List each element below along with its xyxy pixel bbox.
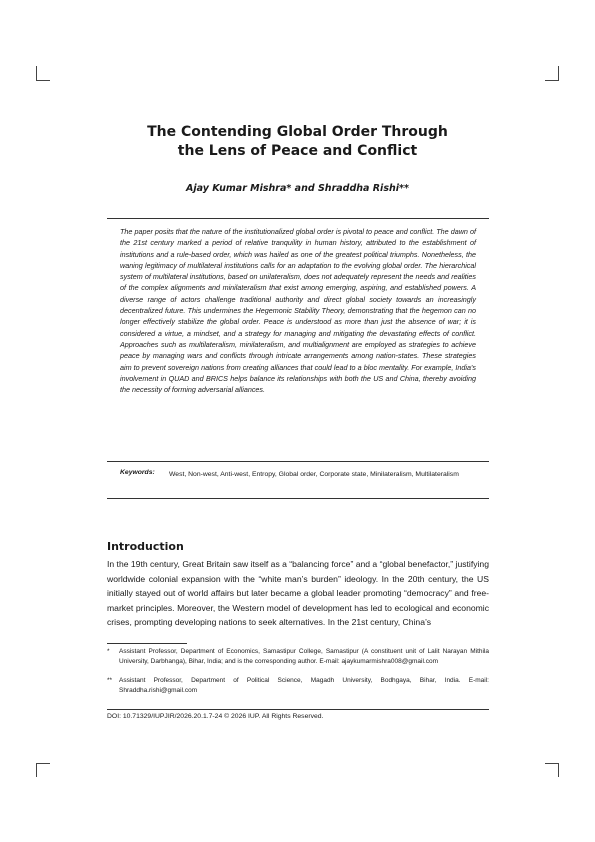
crop-mark-top-left xyxy=(36,80,50,81)
introduction-body: In the 19th century, Great Britain saw itself as a “balancing force” and a “global benefactor,” justifying worldwide colonial expansion with the “white man’s burden” ideology. In the 20th century, the US initially stayed out of world affairs but later became a global leader promoting “democracy” and free-market principles. Moreover, the Western model of development has led to ecological and economic crises, prompting developing nations to seek alternatives. In the 21st century, China’s xyxy=(107,559,489,627)
crop-mark-top-right xyxy=(558,66,559,80)
crop-mark-top-right xyxy=(545,80,559,81)
doi-copyright-line: DOI: 10.71329/IUPJIR/2026.20.1.7-24 © 2026 IUP. All Rights Reserved. xyxy=(107,713,324,720)
crop-mark-bottom-left xyxy=(36,763,50,764)
crop-mark-bottom-right xyxy=(558,763,559,777)
keywords-bottom-rule xyxy=(107,498,489,499)
footnote-author-2 xyxy=(107,676,489,695)
paper-title-line: The Contending Global Order Through xyxy=(147,124,448,140)
author-line: Ajay Kumar Mishra* and Shraddha Rishi** xyxy=(186,183,409,194)
abstract-bottom-rule xyxy=(107,461,489,462)
footnote-text: Assistant Professor, Department of Political Science, Magadh University, Bodhgaya, Bihar, India. E-mail: Shraddha.rishi@gmail.com xyxy=(119,677,489,694)
abstract-text: The paper posits that the nature of the institutionalized global order is pivotal to peace and conflict. The dawn of the 21st century marked a period of relative tranquility in human history, attributed to the establishment of institutions and a rule-based order, which was hailed as one of the greatest political triumphs. Nonetheless, the waning legitimacy of multilateral institutions calls for an adaptation to the evolving global order. The hierarchical system of multilateral institutions, based on unilateralism, does not adequately represent the needs and realities of the complex alignments and minilateralism that exist among emerging, aspiring, and established powers. A diverse range of actors challenge traditional authority and direct global society towards an increasingly decentralized future. This undermines the Hegemonic Stability Theory, demonstrating that the hegemon can no longer effectively stabilize the global order. Peace is understood as more than just the absence of war; it is considered a virtue, a mindset, and a strategy for managing and mitigating the devastating effects of conflict. Approaches such as multilateralism, minilateralism, and multialignment are employed as strategies to achieve peace by managing wars and conflicts through intricate arrangements among nation-states. These strategies aim to prevent sovereign nations from creating alliances that could lead to a bloc mentality. For example, India's involvement in QUAD and BRICS helps balance its relationships with both the US and China, thereby avoiding the necessity of forming adversarial alliances. xyxy=(120,227,476,395)
footnote-text: Assistant Professor, Department of Economics, Samastipur College, Samastipur (A constituent unit of Lalit Narayan Mithila University, Darbhanga), Bihar, India; and is the corresponding author. E-mail: ajaykumarmishra008@gmail.com xyxy=(119,648,489,665)
keywords-text: West, Non-west, Anti-west, Entropy, Global order, Corporate state, Minilateralism, Multilateralism xyxy=(169,471,459,478)
crop-mark-bottom-left xyxy=(36,763,37,777)
section-heading-introduction: Introduction xyxy=(107,540,184,553)
crop-mark-top-left xyxy=(36,66,37,80)
footnote-mark: ** xyxy=(107,677,113,684)
doi-rule xyxy=(107,709,489,710)
keywords-label: Keywords: xyxy=(120,469,155,476)
paper-title xyxy=(100,123,495,161)
abstract-top-rule xyxy=(107,218,489,219)
crop-mark-bottom-right xyxy=(545,763,559,764)
footnote-author-1 xyxy=(107,647,489,666)
footnote-rule xyxy=(107,643,187,644)
footnote-mark: * xyxy=(107,648,110,655)
paper-title-line: the Lens of Peace and Conflict xyxy=(177,143,418,159)
